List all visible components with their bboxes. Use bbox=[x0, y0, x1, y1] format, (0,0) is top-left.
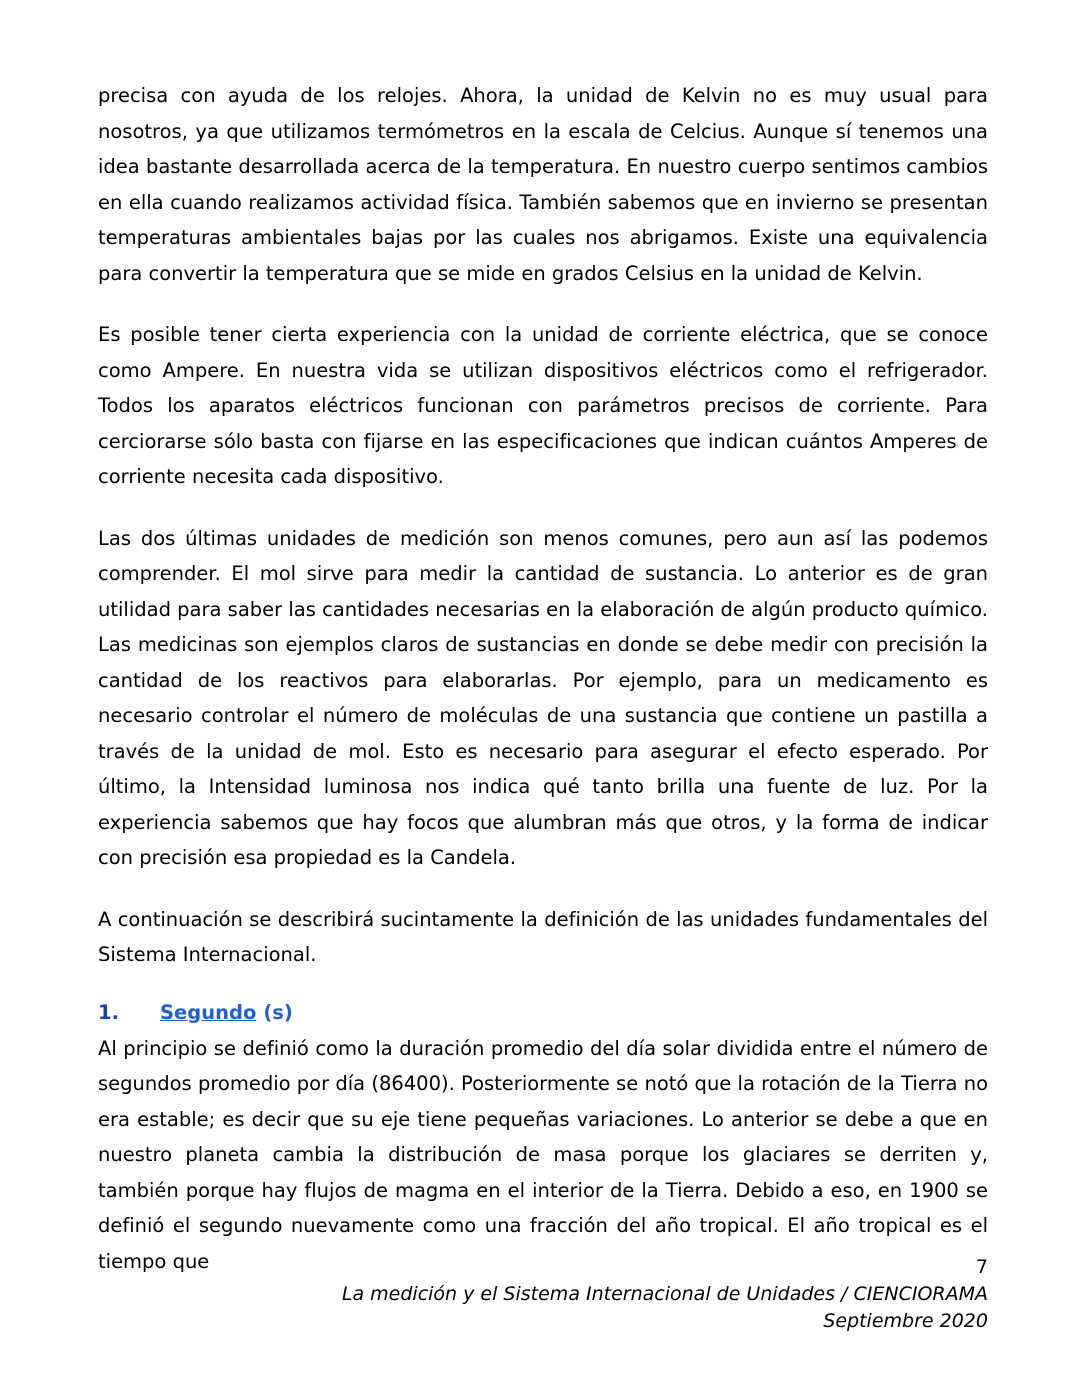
paragraph-intro-definiciones: A continuación se describirá sucintamente la definición de las unidades fundamentales del Sistema Internacional. bbox=[98, 907, 988, 966]
footer-title: La medición y el Sistema Internacional de Unidades / CIENCIORAMA bbox=[341, 1283, 988, 1305]
page-number: 7 bbox=[975, 1256, 988, 1278]
section-term[interactable]: Segundo bbox=[160, 1000, 257, 1024]
paragraph-mol-candela: Las dos últimas unidades de medición son menos comunes, pero aun así las podemos comprender. El mol sirve para medir la cantidad de sustancia. Lo anterior es de gran utilidad para saber las cantidades necesarias en la elaboración de algún producto químico. Las medicinas son ejemplos claros de sustancias en donde se debe medir con precisión la cantidad de los reactivos para elaborarlas. Por ejemplo, para un medicamento es necesario controlar el número de moléculas de una sustancia que contiene un pastilla a través de la unidad de mol. Esto es necesario para asegurar el efecto esperado. Por último, la Intensidad luminosa nos indica qué tanto brilla una fuente de luz. Por la experiencia sabemos que hay focos que alumbran más que otros, y la forma de indicar con precisión esa propiedad es la Candela. bbox=[98, 526, 988, 869]
section-number: 1. bbox=[98, 1000, 119, 1024]
footer-date: Septiembre 2020 bbox=[823, 1310, 988, 1332]
section-abbreviation: (s) bbox=[263, 1000, 293, 1024]
paragraph-segundo: Al principio se definió como la duración promedio del día solar dividida entre el número de segundos promedio por día (86400). Posteriormente se notó que la rotación de la Tierra no era estable; es decir que su eje tiene pequeñas variaciones. Lo anterior se debe a que en nuestro planeta cambia la distribución de masa porque los glaciares se derriten y, también porque hay flujos de magma en el interior de la Tierra. Debido a eso, en 1900 se definió el segundo nuevamente como una fracción del año tropical. El año tropical es el tiempo que bbox=[98, 1036, 988, 1273]
section-heading-segundo bbox=[98, 997, 988, 1029]
paragraph-ampere: Es posible tener cierta experiencia con la unidad de corriente eléctrica, que se conoce como Ampere. En nuestra vida se utilizan dispositivos eléctricos como el refrigerador. Todos los aparatos eléctricos funcionan con parámetros precisos de corriente. Para cerciorarse sólo basta con fijarse en las especificaciones que indican cuántos Amperes de corriente necesita cada dispositivo. bbox=[98, 323, 988, 488]
paragraph-kelvin: precisa con ayuda de los relojes. Ahora, la unidad de Kelvin no es muy usual para nosotros, ya que utilizamos termómetros en la escala de Celcius. Aunque sí tenemos una idea bastante desarrollada acerca de la temperatura. En nuestro cuerpo sentimos cambios en ella cuando realizamos actividad física. También sabemos que en invierno se presentan temperaturas ambientales bajas por las cuales nos abrigamos. Existe una equivalencia para convertir la temperatura que se mide en grados Celsius en la unidad de Kelvin. bbox=[98, 84, 988, 285]
page-footer bbox=[98, 1254, 988, 1335]
